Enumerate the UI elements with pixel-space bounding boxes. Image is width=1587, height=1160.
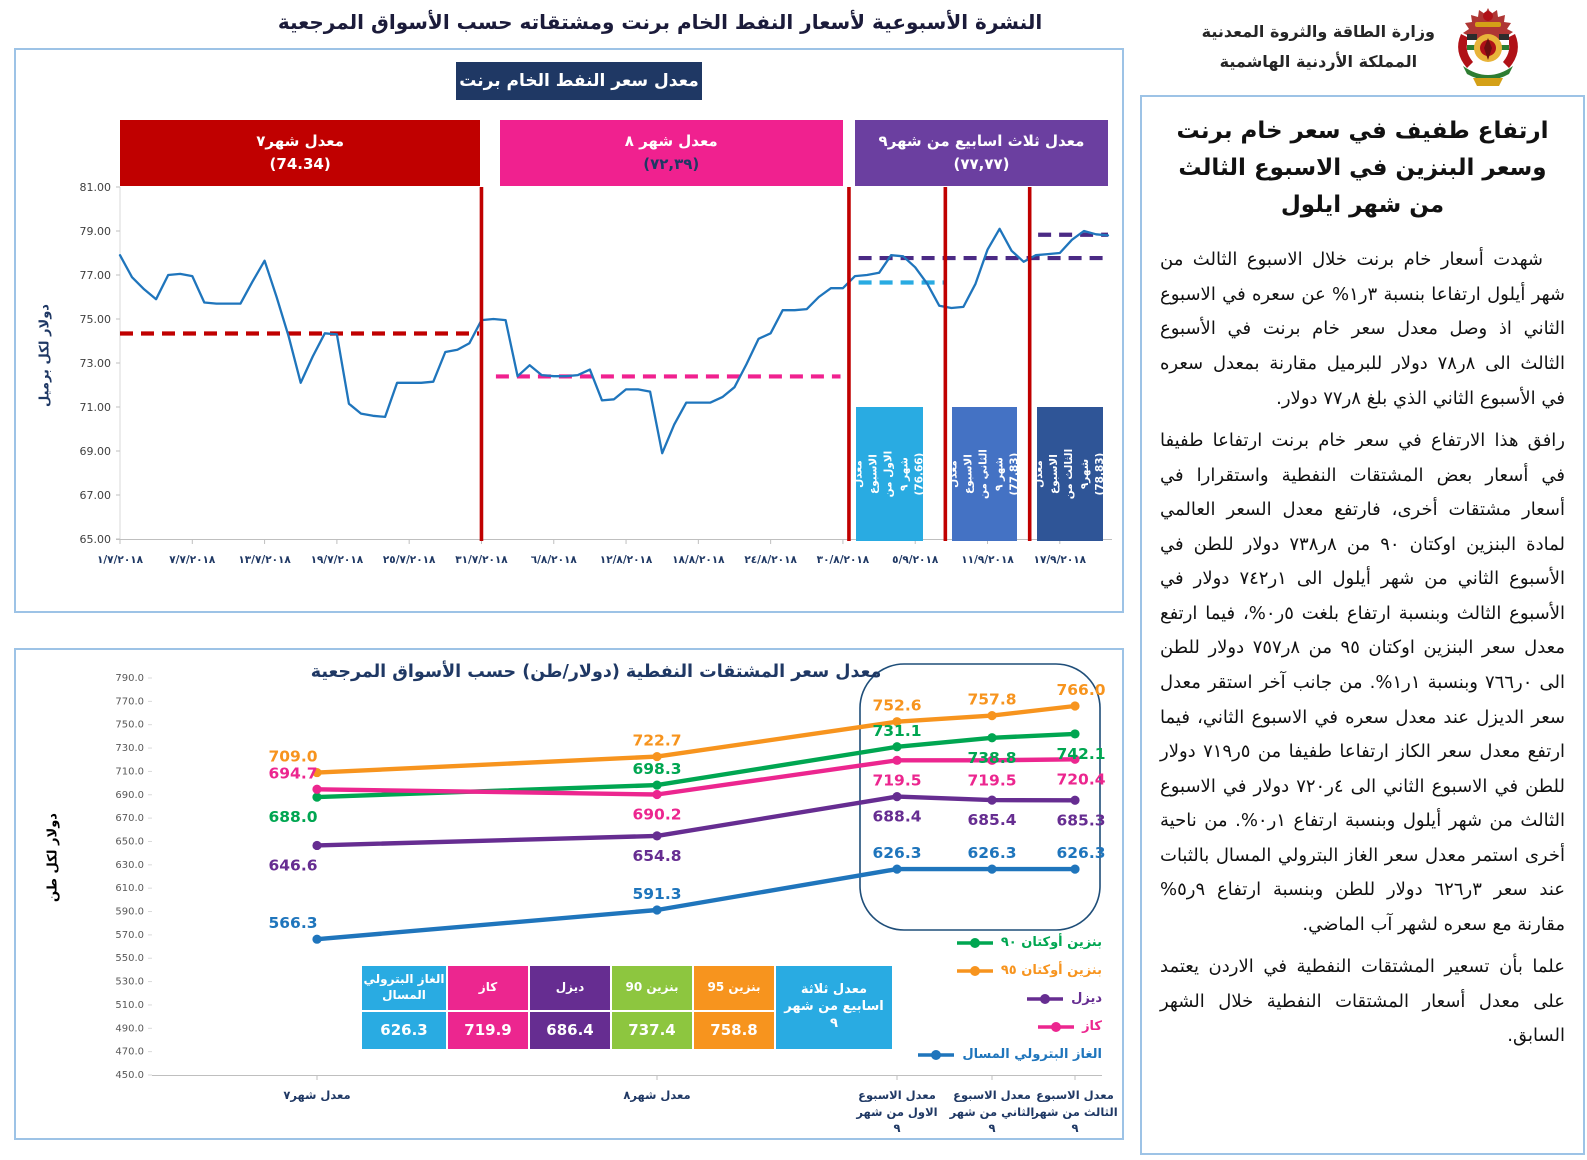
svg-text:750.0: 750.0 [115, 719, 144, 731]
svg-text:٧/٧/٢٠١٨: ٧/٧/٢٠١٨ [169, 554, 216, 566]
svg-text:٢٤/٨/٢٠١٨: ٢٤/٨/٢٠١٨ [744, 554, 797, 566]
data-label: 720.4 [1056, 770, 1106, 789]
summary-table-value-cell: 686.4 [530, 1012, 610, 1049]
data-point [1070, 865, 1079, 874]
week-average-box-text [946, 442, 1022, 507]
x-axis-category-label: معدل شهر٧ [283, 1088, 351, 1102]
svg-text:75.00: 75.00 [79, 313, 111, 326]
data-label: 626.3 [967, 844, 1017, 863]
svg-text:65.00: 65.00 [79, 533, 111, 546]
svg-text:69.00: 69.00 [79, 445, 111, 458]
legend-item [822, 931, 1102, 954]
summary-table-row-header: معدل ثلاثة اسابيع من شهر ٩ [776, 966, 892, 1049]
data-point [892, 792, 901, 801]
legend-line-marker-icon [1026, 993, 1064, 1005]
summary-table-header-cell: الغاز البترولي المسال [362, 966, 446, 1010]
data-label: 742.1 [1056, 744, 1106, 763]
svg-text:450.0: 450.0 [115, 1070, 144, 1081]
week-box-value: (78.83) [1093, 452, 1106, 496]
svg-text:67.00: 67.00 [79, 489, 111, 502]
data-point [312, 935, 321, 944]
data-point [312, 793, 321, 802]
summary-table-value-cell: 758.8 [694, 1012, 774, 1049]
svg-text:490.0: 490.0 [115, 1023, 144, 1035]
summary-table-value-cell: 626.3 [362, 1012, 446, 1049]
three-week-summary-table [362, 966, 892, 1049]
data-point [987, 733, 996, 742]
week-average-box-text [1032, 441, 1108, 507]
svg-text:٥/٩/٢٠١٨: ٥/٩/٢٠١٨ [892, 554, 939, 566]
legend-label: كاز [1082, 1019, 1102, 1034]
data-point [652, 790, 661, 799]
svg-text:81.00: 81.00 [79, 181, 111, 194]
summary-table-value-cell: 719.9 [448, 1012, 528, 1049]
legend-label: بنزين أوكتان ٩٠ [1000, 935, 1102, 950]
data-point [652, 831, 661, 840]
svg-text:٢٥/٧/٢٠١٨: ٢٥/٧/٢٠١٨ [382, 554, 436, 566]
data-label: 694.7 [268, 764, 318, 783]
news-article-sidebar [1140, 95, 1585, 1155]
summary-table-header-cell: بنزين 90 [612, 966, 692, 1010]
data-label: 688.4 [872, 807, 922, 826]
data-label: 766.0 [1056, 681, 1106, 700]
data-point [312, 841, 321, 850]
week-average-box-text [851, 441, 927, 508]
week-average-box [852, 407, 926, 541]
data-point [892, 756, 901, 765]
data-label: 566.3 [268, 914, 318, 933]
summary-table-header-cell: كاز [448, 966, 528, 1010]
kingdom-name: المملكة الأردنية الهاشمية [1219, 52, 1418, 71]
page-title: النشرة الأسبوعية لأسعار النفط الخام برنت ومشتقاته حسب الأسواق المرجعية [277, 10, 1043, 34]
data-point [987, 796, 996, 805]
legend-label: بنزين أوكتان ٩٥ [1000, 963, 1102, 978]
legend-line-marker-icon [956, 965, 994, 977]
derivatives-chart-title: معدل سعر المشتقات النفطية (دولار/طن) حسب الأسواق المرجعية [310, 662, 882, 682]
data-label: 719.5 [872, 771, 922, 790]
legend-line-marker-icon [956, 937, 994, 949]
data-label: 685.3 [1056, 811, 1106, 830]
band-value: (74.34) [269, 155, 331, 173]
article-title: ارتفاع طفيف في سعر خام برنت وسعر البنزين في الاسبوع الثالث من شهر ايلول [1176, 118, 1549, 218]
svg-text:690.0: 690.0 [115, 789, 144, 801]
brent-chart-title: معدل سعر النفط الخام برنت [459, 71, 699, 91]
x-axis-category-label: معدل الاسبوع الثالث من شهر ٩ [1032, 1088, 1118, 1136]
svg-text:77.00: 77.00 [79, 269, 111, 282]
svg-text:710.0: 710.0 [115, 766, 144, 778]
data-point [987, 865, 996, 874]
svg-text:670.0: 670.0 [115, 813, 144, 825]
band-value: (٧٧,٧٧) [953, 155, 1010, 173]
svg-text:١٢/٨/٢٠١٨: ١٢/٨/٢٠١٨ [599, 554, 653, 566]
ministry-logo [1202, 4, 1529, 90]
data-label: 685.4 [967, 811, 1017, 830]
data-label: 698.3 [632, 760, 682, 779]
data-label: 626.3 [872, 844, 922, 863]
data-point [892, 865, 901, 874]
week-box-value: (76.66) [913, 452, 926, 496]
week-average-box [947, 407, 1021, 541]
data-point [1070, 796, 1079, 805]
summary-table-value-cell: 737.4 [612, 1012, 692, 1049]
svg-text:73.00: 73.00 [79, 357, 111, 370]
legend-label: الغاز البترولي المسال [962, 1047, 1102, 1062]
data-label: 591.3 [632, 885, 682, 904]
data-label: 731.1 [872, 721, 922, 740]
week-average-box [1032, 407, 1106, 541]
data-point [652, 780, 661, 789]
band-value: (٧٢,٣٩) [643, 155, 700, 173]
series-line [317, 869, 1075, 939]
week-box-label: معدل الاسبوع الثاني من شهر ٩ [947, 449, 1006, 499]
ministry-logo-text [1202, 17, 1435, 78]
brent-y-axis-title: دولار لكل برميل [37, 304, 53, 407]
band-label: معدل ثلاث اسابيع من شهر٩ [878, 131, 1085, 150]
svg-text:١٩/٧/٢٠١٨: ١٩/٧/٢٠١٨ [310, 554, 364, 566]
svg-text:71.00: 71.00 [79, 401, 111, 414]
svg-text:790.0: 790.0 [115, 673, 144, 684]
legend-line-marker-icon [917, 1049, 955, 1061]
article-paragraph-2: رافق هذا الارتفاع في سعر خام برنت ارتفاعا طفيفا في أسعار بعض المشتقات النفطية واستقرارا في أسعار مشتقات أخرى، فارتفع معدل السعر العالمي لمادة البنزين اوكتان ٩٠ من ٨ر٧٣٨ دولار للطن في الأسبوع الثاني من شهر أيلول الى ١ر٧٤٢ دولار في الأسبوع الثالث وبنسبة ارتفاع بلغت ٥ر٠%، فيما ارتفع معدل سعر البنزين اوكتان ٩٥ من ٨ر٧٥٧ دولار للطن الى ٠ر٧٦٦ وبنسبة ١ر١%. من جانب آخر استقر معدل سعر الديزل عند معدل سعره في الاسبوع الثاني، فيما ارتفع معدل سعر الكاز ارتفاعا طفيفا من ٥ر٧١٩ دولار للطن في الاسبوع الثاني الى ٤ر٧٢٠ دولار في الاسبوع الثالث من شهر أيلول وبنسبة ارتفاع ١ر٠%. من ناحية أخرى استمر معدل سعر الغاز البترولي المسال بالثبات عند سعر ٣ر٦٢٦ دولار للطن وبنسبة ارتفاع ٩ر٥% مقارنة مع سعره لشهر آب الماضي. [1160, 430, 1566, 935]
week-box-label: معدل الاسبوع الاول من شهر ٩ [852, 450, 911, 498]
data-label: 688.0 [268, 808, 318, 827]
svg-text:650.0: 650.0 [115, 836, 144, 848]
svg-text:١٨/٨/٢٠١٨: ١٨/٨/٢٠١٨ [672, 554, 725, 566]
data-point [987, 711, 996, 720]
x-axis-category-label: معدل الاسبوع الاول من شهر ٩ [856, 1088, 938, 1136]
article-paragraph-1: شهدت أسعار خام برنت خلال الاسبوع الثالث من شهر أيلول ارتفاعا بنسبة ٣ر١% عن سعره في الاسبوع الثاني اذ وصل معدل سعر خام برنت في الأسبوع الثالث الى ٨ر٧٨ دولار للبرميل مقارنة بمعدل سعره في الأسبوع الثاني الذي بلغ ٨ر٧٧ دولار. [1160, 249, 1565, 409]
svg-text:590.0: 590.0 [115, 906, 144, 918]
data-point [892, 742, 901, 751]
data-point [652, 905, 661, 914]
article-paragraph-3: علما بأن تسعير المشتقات النفطية في الاردن يعتمد على معدل أسعار المشتقات النفطية خلال الشهر السابق. [1160, 956, 1565, 1047]
data-point [1070, 701, 1079, 710]
data-label: 709.0 [268, 747, 318, 766]
month-average-band [120, 120, 480, 186]
data-label: 654.8 [632, 846, 682, 865]
x-axis-category-label: معدل الاسبوع الثاني من شهر ٩ [949, 1088, 1035, 1136]
svg-text:770.0: 770.0 [115, 696, 144, 708]
series-line [317, 797, 1075, 846]
data-label: 752.6 [872, 696, 922, 715]
x-axis-category-label: معدل شهر٨ [623, 1088, 691, 1102]
svg-text:470.0: 470.0 [115, 1046, 144, 1058]
data-label: 719.5 [967, 771, 1017, 790]
data-label: 757.8 [967, 690, 1017, 709]
jordan-coat-of-arms-icon [1447, 4, 1529, 90]
derivatives-y-axis-title: دولار لكل طن [45, 813, 61, 902]
legend-line-marker-icon [1037, 1021, 1075, 1033]
data-label: 722.7 [632, 731, 682, 750]
month-average-band [855, 120, 1108, 186]
data-point [312, 785, 321, 794]
svg-text:٦/٨/٢٠١٨: ٦/٨/٢٠١٨ [530, 554, 577, 566]
svg-text:١٧/٩/٢٠١٨: ١٧/٩/٢٠١٨ [1033, 554, 1087, 566]
month-average-band [500, 120, 843, 186]
svg-text:١/٧/٢٠١٨: ١/٧/٢٠١٨ [96, 554, 144, 566]
data-label: 738.8 [967, 748, 1017, 767]
brent-price-chart-panel [14, 48, 1124, 613]
svg-text:١١/٩/٢٠١٨: ١١/٩/٢٠١٨ [961, 554, 1014, 566]
svg-text:٣٠/٨/٢٠١٨: ٣٠/٨/٢٠١٨ [816, 554, 870, 566]
svg-text:630.0: 630.0 [115, 859, 144, 871]
derivatives-chart-panel [14, 648, 1124, 1140]
svg-text:١٣/٧/٢٠١٨: ١٣/٧/٢٠١٨ [238, 554, 291, 566]
svg-text:610.0: 610.0 [115, 883, 144, 895]
data-label: 646.6 [268, 856, 318, 875]
legend-label: ديزل [1071, 991, 1102, 1006]
summary-table-header-cell: بنزين 95 [694, 966, 774, 1010]
brent-chart-title-box [456, 62, 702, 100]
svg-text:79.00: 79.00 [79, 225, 111, 238]
band-label: معدل شهر ٨ [624, 131, 718, 150]
svg-text:530.0: 530.0 [115, 976, 144, 988]
svg-text:٣١/٧/٢٠١٨: ٣١/٧/٢٠١٨ [455, 554, 508, 566]
svg-text:730.0: 730.0 [115, 743, 144, 755]
svg-text:550.0: 550.0 [115, 953, 144, 965]
svg-text:570.0: 570.0 [115, 929, 144, 941]
band-label: معدل شهر٧ [256, 131, 345, 150]
data-label: 626.3 [1056, 844, 1106, 863]
week-box-value: (77.83) [1008, 452, 1021, 496]
summary-table-header-cell: ديزل [530, 966, 610, 1010]
svg-text:510.0: 510.0 [115, 999, 144, 1011]
data-point [1070, 729, 1079, 738]
data-label: 690.2 [632, 805, 682, 824]
week-box-label: معدل الاسبوع الثالث من شهر٩ [1032, 448, 1091, 500]
ministry-name: وزارة الطاقة والثروة المعدنية [1201, 21, 1435, 41]
